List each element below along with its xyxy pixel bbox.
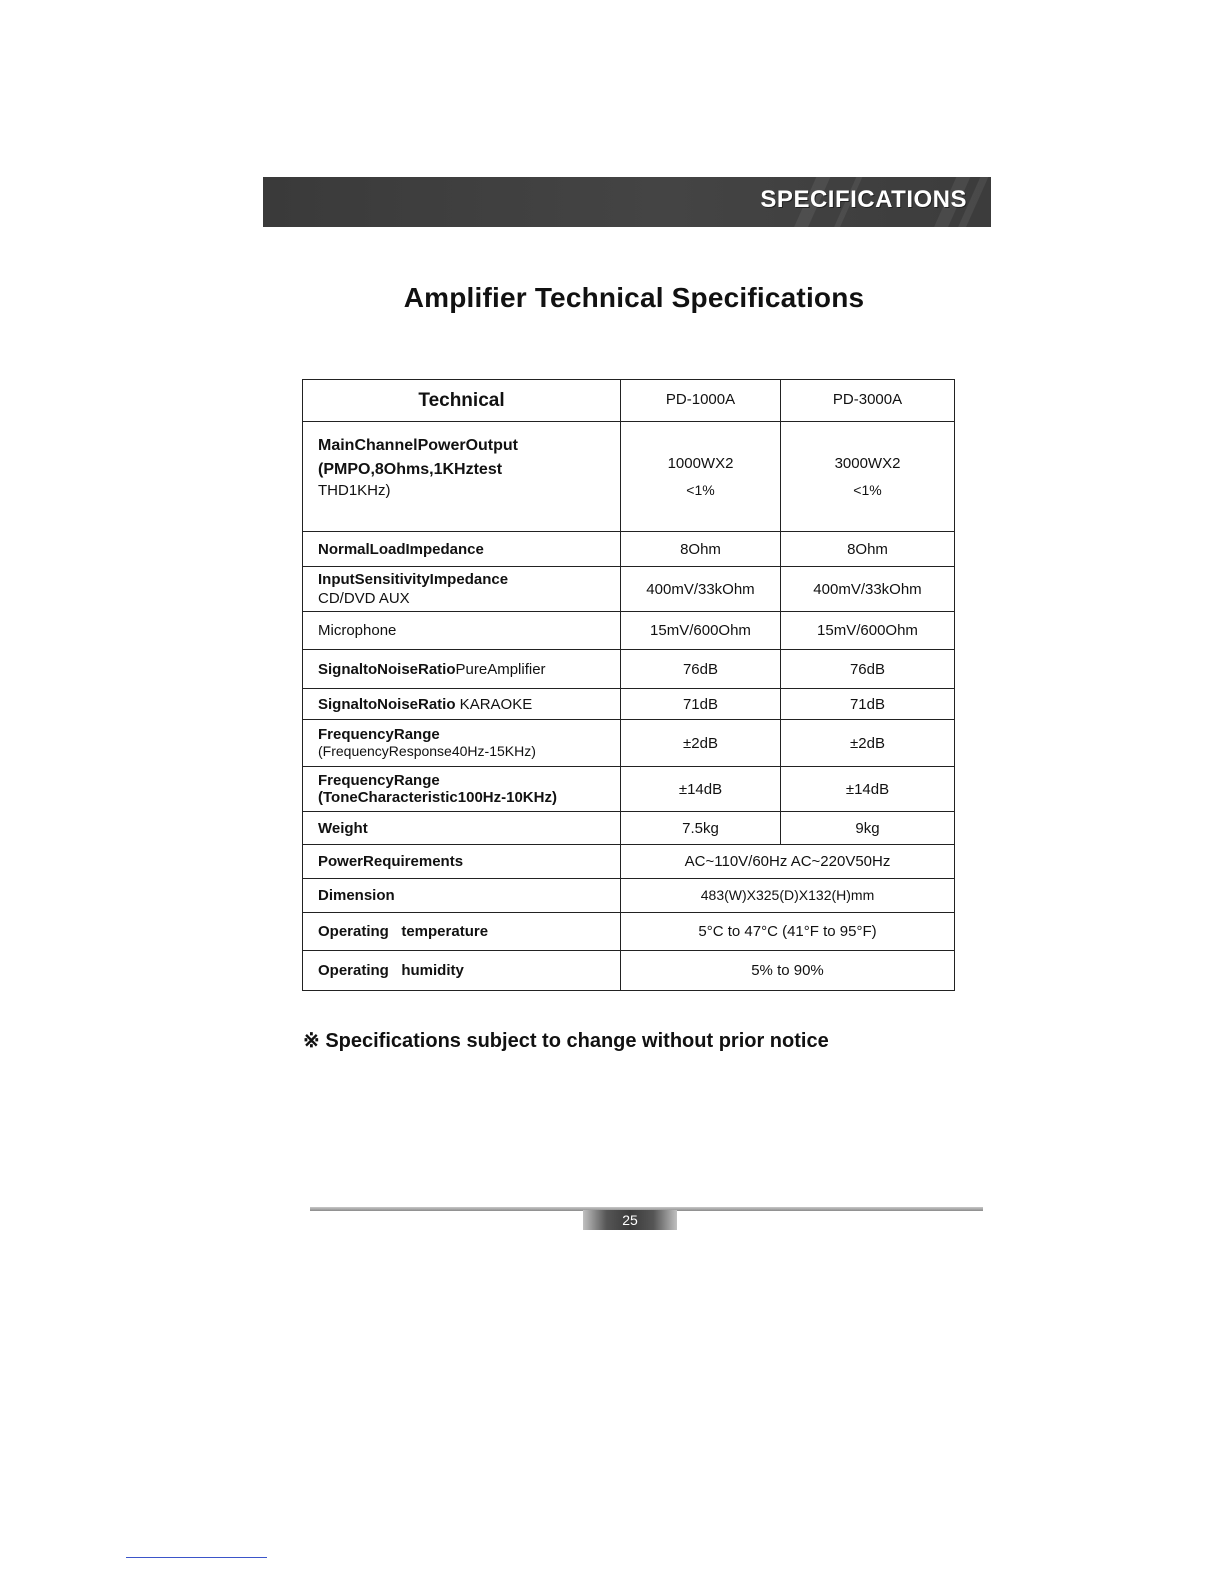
table-row bbox=[303, 650, 955, 689]
cell-pd3000a: 9kg bbox=[781, 812, 955, 845]
cell-pd3000a: ±14dB bbox=[781, 767, 955, 812]
disclaimer-note: ※ Specifications subject to change without prior notice bbox=[303, 1030, 829, 1052]
header-technical: Technical bbox=[303, 380, 621, 422]
cell-pd3000a: 71dB bbox=[781, 689, 955, 720]
table-row bbox=[303, 913, 955, 951]
cell-pd3000a: 8Ohm bbox=[781, 532, 955, 567]
row-label bbox=[303, 650, 621, 689]
table-row bbox=[303, 812, 955, 845]
power-label-line2: (PMPO,8Ohms,1KHztest bbox=[318, 461, 503, 478]
table-row bbox=[303, 720, 955, 767]
row-label: Operating humidity bbox=[303, 951, 621, 991]
row-label bbox=[303, 720, 621, 767]
cell-pd1000a: 7.5kg bbox=[621, 812, 781, 845]
snr-karaoke-label: SignaltoNoiseRatio bbox=[318, 695, 456, 713]
table-row bbox=[303, 951, 955, 991]
row-label: Microphone bbox=[303, 612, 621, 650]
header-banner bbox=[263, 177, 991, 227]
cell-pd1000a: 8Ohm bbox=[621, 532, 781, 567]
table-row bbox=[303, 567, 955, 612]
cell-pd1000a: 15mV/600Ohm bbox=[621, 612, 781, 650]
table-row bbox=[303, 612, 955, 650]
row-label bbox=[303, 689, 621, 720]
freq1-label: FrequencyRange bbox=[318, 726, 440, 743]
cell-pd1000a: 400mV/33kOhm bbox=[621, 567, 781, 612]
cell-shared-value: 5°C to 47°C (41°F to 95°F) bbox=[621, 913, 955, 951]
snr-karaoke-label-suffix: KARAOKE bbox=[455, 695, 533, 713]
table-row bbox=[303, 845, 955, 879]
table-row bbox=[303, 879, 955, 913]
table-row bbox=[303, 422, 955, 532]
snr-pure-label-suffix: PureAmplifier bbox=[455, 660, 546, 678]
cell-pd3000a bbox=[781, 422, 955, 532]
freq2-label-sub: (ToneCharacteristic100Hz-10KHz) bbox=[318, 789, 557, 806]
row-label: Operating temperature bbox=[303, 913, 621, 951]
cell-pd3000a: 76dB bbox=[781, 650, 955, 689]
freq2-label: FrequencyRange bbox=[318, 772, 440, 789]
row-label bbox=[303, 422, 621, 532]
row-label: Dimension bbox=[303, 879, 621, 913]
cell-pd1000a: 76dB bbox=[621, 650, 781, 689]
table-row bbox=[303, 767, 955, 812]
row-label: Weight bbox=[303, 812, 621, 845]
cell-pd1000a: ±14dB bbox=[621, 767, 781, 812]
bottom-rule bbox=[126, 1557, 267, 1558]
table-row bbox=[303, 532, 955, 567]
cell-shared-value: 5% to 90% bbox=[621, 951, 955, 991]
input-label-sub: CD/DVD AUX bbox=[318, 590, 410, 607]
banner-title: SPECIFICATIONS bbox=[760, 186, 967, 213]
specifications-table bbox=[302, 379, 955, 991]
row-label bbox=[303, 567, 621, 612]
table-row bbox=[303, 689, 955, 720]
page-number: 25 bbox=[583, 1210, 677, 1230]
pd3000-power: 3000WX2 bbox=[834, 454, 901, 472]
pd1000-power: 1000WX2 bbox=[667, 454, 734, 472]
cell-pd1000a: 71dB bbox=[621, 689, 781, 720]
pd1000-thd: <1% bbox=[686, 481, 715, 498]
header-pd1000a: PD-1000A bbox=[621, 380, 781, 422]
cell-pd3000a: ±2dB bbox=[781, 720, 955, 767]
power-label-line1: MainChannelPowerOutput bbox=[318, 437, 518, 454]
cell-pd3000a: 15mV/600Ohm bbox=[781, 612, 955, 650]
row-label: NormalLoadImpedance bbox=[303, 532, 621, 567]
pd3000-thd: <1% bbox=[853, 481, 882, 498]
cell-shared-value: 483(W)X325(D)X132(H)mm bbox=[621, 879, 955, 913]
header-pd3000a: PD-3000A bbox=[781, 380, 955, 422]
page-title: Amplifier Technical Specifications bbox=[403, 282, 865, 313]
cell-pd3000a: 400mV/33kOhm bbox=[781, 567, 955, 612]
cell-pd1000a: ±2dB bbox=[621, 720, 781, 767]
snr-pure-label: SignaltoNoiseRatio bbox=[318, 660, 456, 678]
cell-pd1000a bbox=[621, 422, 781, 532]
power-label-line3: THD1KHz) bbox=[318, 482, 391, 499]
freq1-label-sub: (FrequencyResponse40Hz-15KHz) bbox=[318, 743, 536, 759]
input-label: InputSensitivityImpedance bbox=[318, 571, 509, 588]
cell-shared-value: AC~110V/60Hz AC~220V50Hz bbox=[621, 845, 955, 879]
table-header-row bbox=[303, 380, 955, 422]
row-label: PowerRequirements bbox=[303, 845, 621, 879]
row-label bbox=[303, 767, 621, 812]
